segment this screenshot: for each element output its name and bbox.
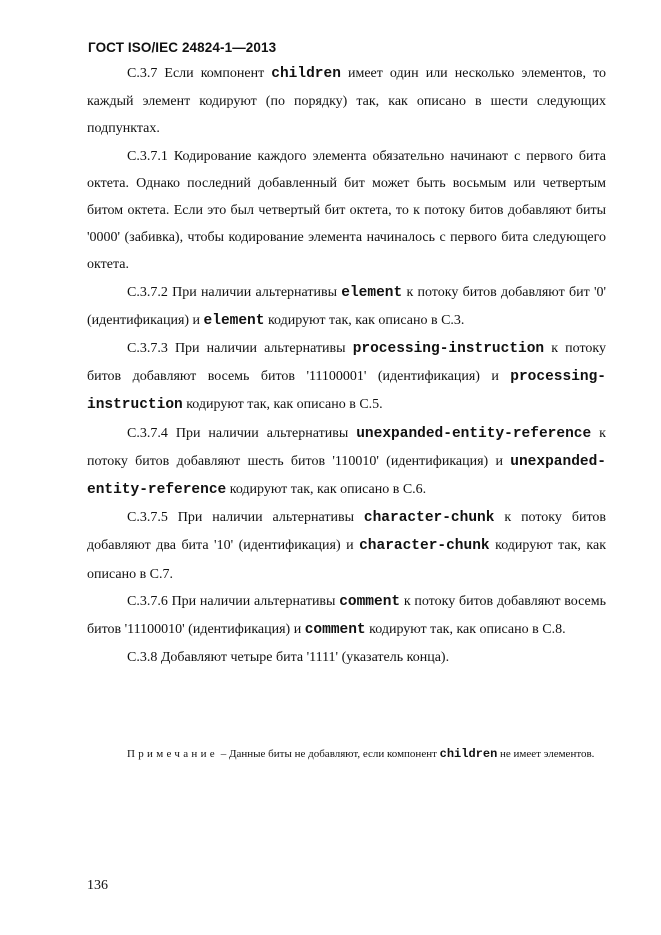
paragraph-c371: С.3.7.1 Кодирование каждого элемента обязательно начинают с первого бита октета. Однако последний добавленный бит может быть восьмым или четвертым битом октета. Если это был четвертый бит октета, то к потоку битов добавляют биты '0000' (забивка), чтобы кодирование элемента начиналось с первого бита следующего октета. bbox=[87, 148, 606, 273]
code-term: children bbox=[439, 747, 498, 761]
note: Примечание – Данные биты не добавляют, если компонент children не имеет элементов. bbox=[127, 747, 595, 761]
paragraph-c376: С.3.7.6 При наличии альтернативы comment к потоку битов добавляют восемь битов '11100010' (идентификация) и comment кодируют так, как описано в С.8. bbox=[87, 593, 606, 639]
code-term: comment bbox=[339, 593, 401, 610]
paragraph-c375: С.3.7.5 При наличии альтернативы character-chunk к потоку битов добавляют два бита '10' (идентификация) и character-chunk кодируют так, как описано в С.7. bbox=[87, 510, 607, 582]
code-term: unexpanded-entity-reference bbox=[87, 453, 606, 499]
code-term: children bbox=[271, 66, 341, 82]
document-header: ГОСТ ISO/IEC 24824-1—2013 bbox=[88, 40, 277, 55]
paragraph-c373: С.3.7.3 При наличии альтернативы processing-instruction к потоку битов добавляют восемь битов '11100001' (идентификация) и processing-instruction кодируют так, как описано в С.5. bbox=[87, 341, 606, 414]
paragraph-c372: С.3.7.2 При наличии альтернативы element к потоку битов добавляют бит '0' (идентификация) и element кодируют так, как описано в С.3. bbox=[87, 284, 606, 329]
code-term: element bbox=[203, 312, 265, 329]
code-term: character-chunk bbox=[359, 538, 490, 555]
paragraph-c38: С.3.8 Добавляют четыре бита '1111' (указатель конца). bbox=[127, 650, 450, 666]
document-body bbox=[87, 60, 606, 671]
code-term: unexpanded-entity-reference bbox=[356, 425, 592, 442]
page-number: 136 bbox=[87, 878, 108, 893]
paragraph-c374: С.3.7.4 При наличии альтернативы unexpanded-entity-reference к потоку битов добавляют шесть битов '110010' (идентификация) и unexpanded-entity-reference кодируют так, как описано в С.6. bbox=[87, 425, 606, 499]
code-term: character-chunk bbox=[363, 510, 495, 527]
paragraph-c37: С.3.7 Если компонент children имеет один или несколько элементов, то каждый элемент кодируют (по порядку) так, как описано в шести следующих подпунктах. bbox=[87, 66, 606, 137]
code-term: processing-instruction bbox=[87, 369, 606, 414]
code-term: processing-instruction bbox=[352, 341, 545, 358]
code-term: element bbox=[341, 284, 403, 301]
note-label: Примечание bbox=[127, 748, 218, 760]
code-term: comment bbox=[304, 622, 366, 639]
